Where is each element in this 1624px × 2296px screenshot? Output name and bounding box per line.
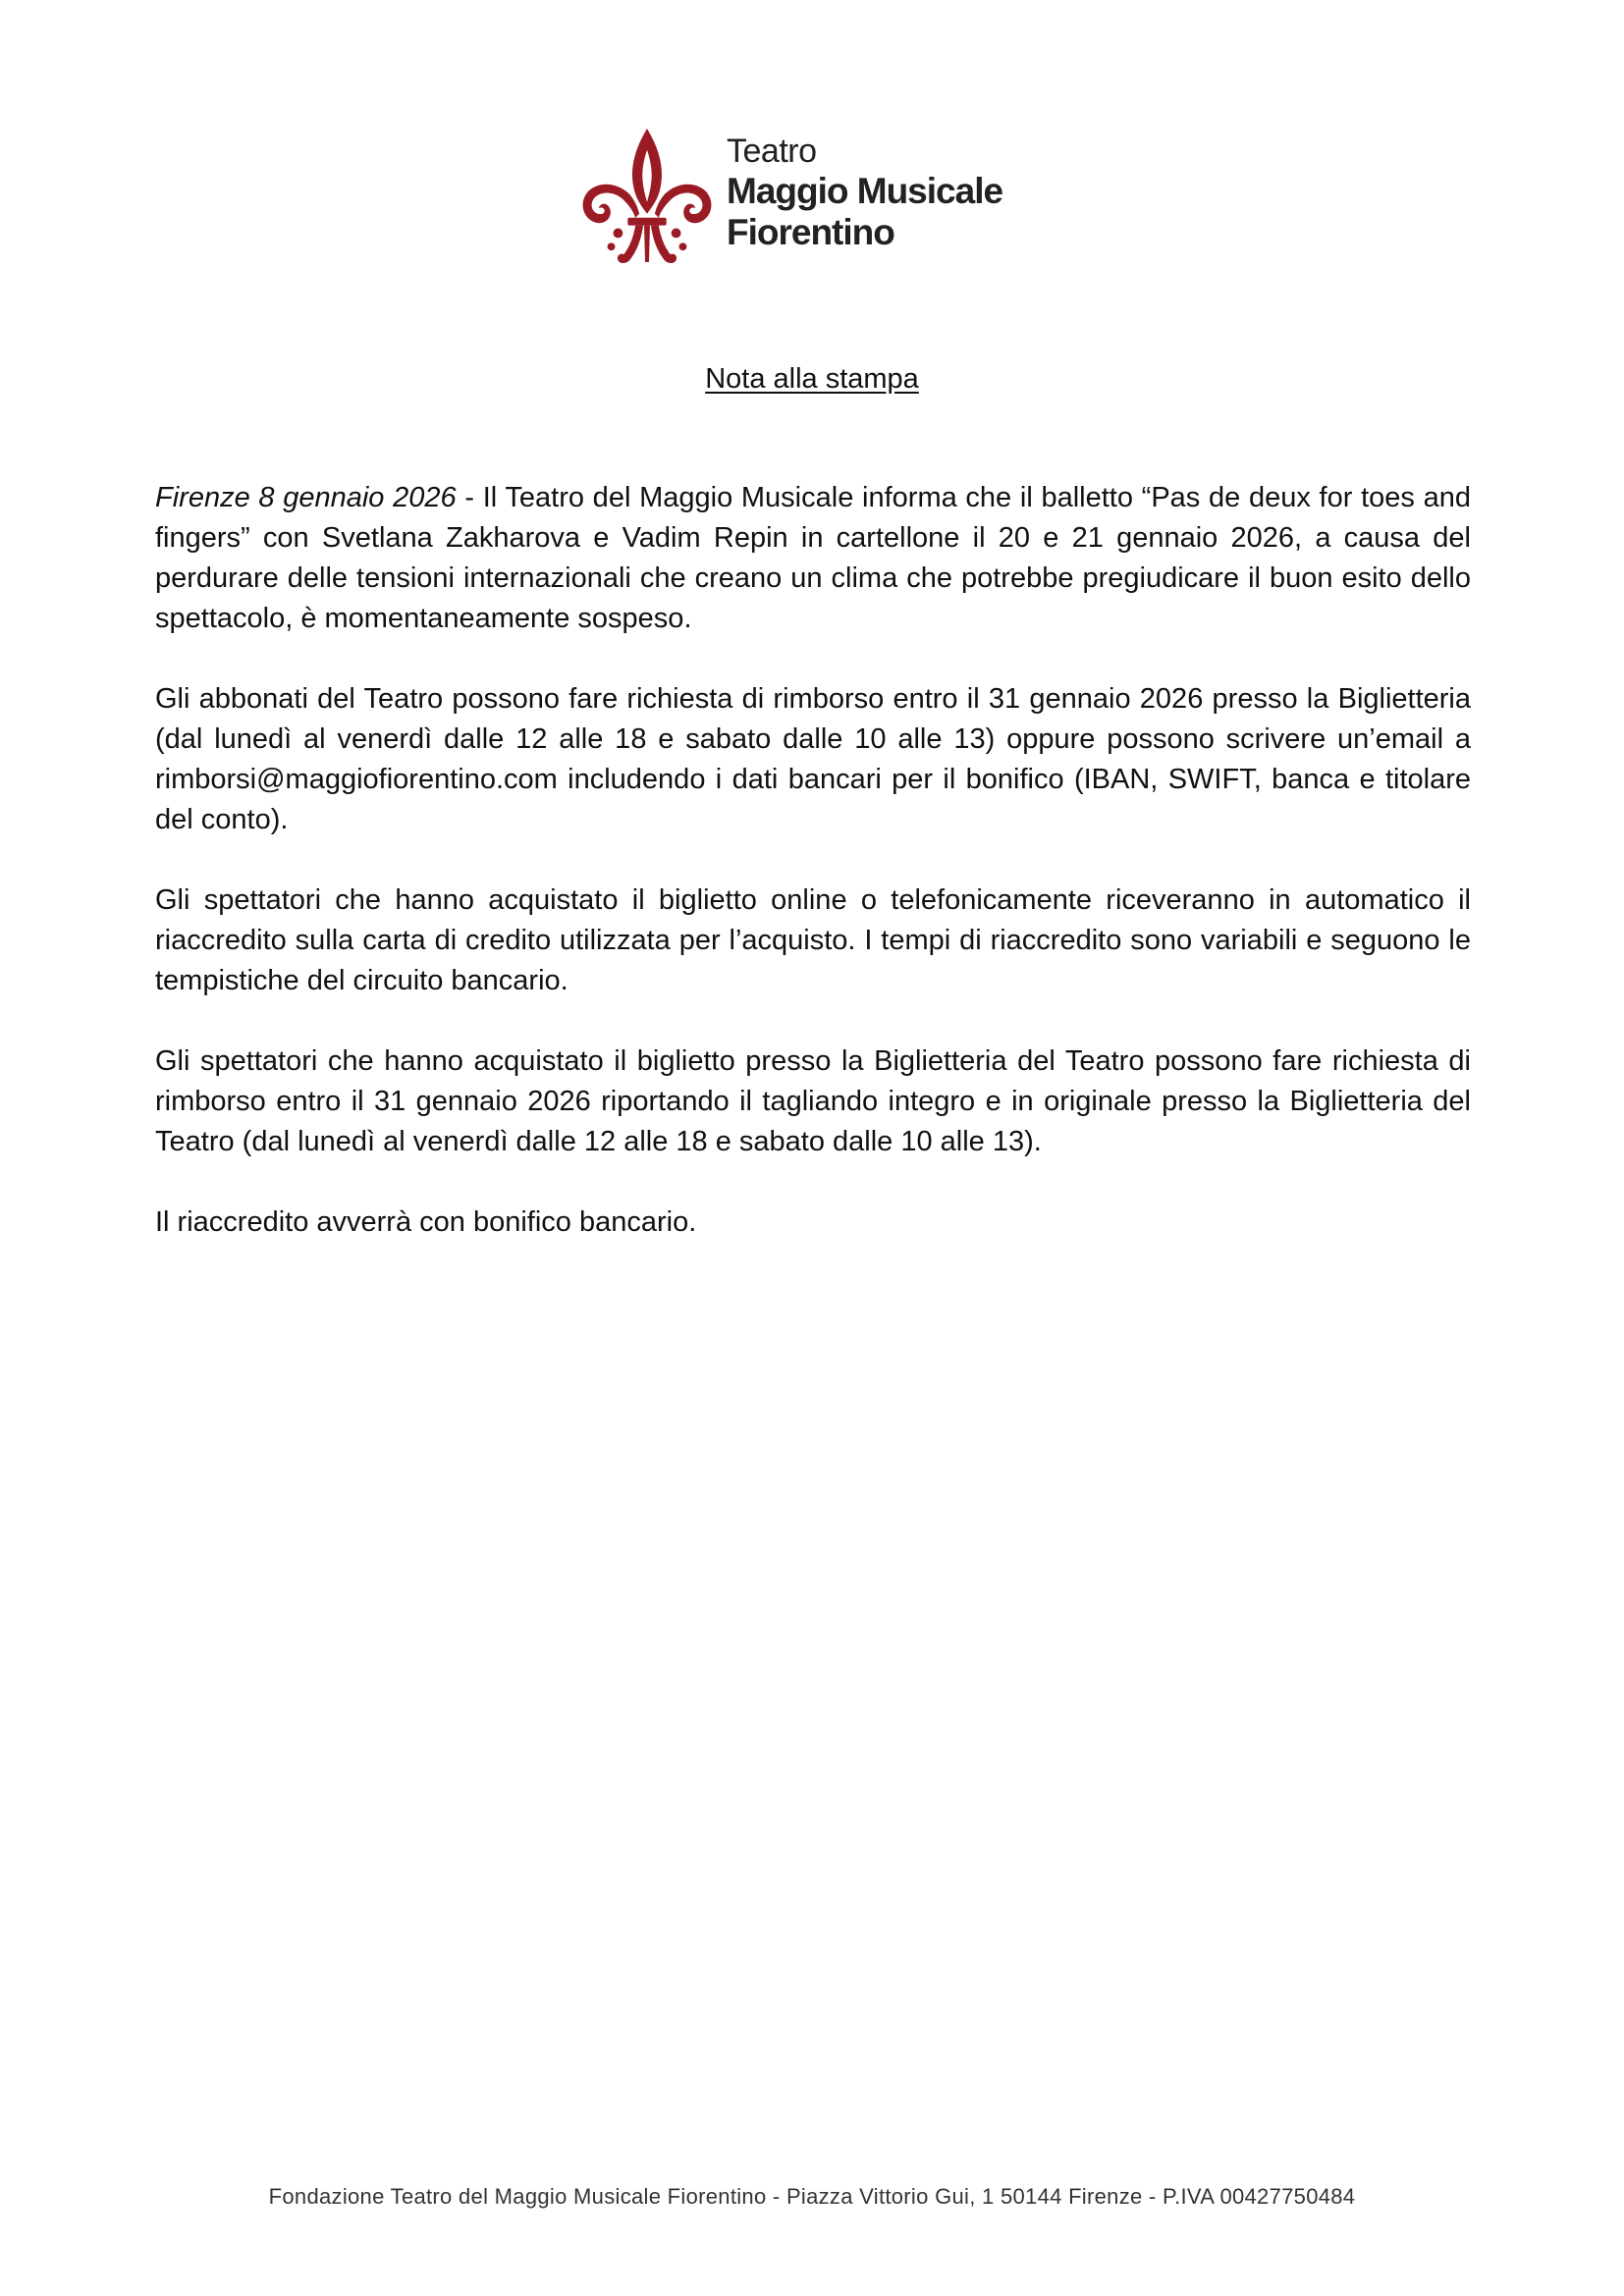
dateline: Firenze 8 gennaio 2026 <box>155 482 457 513</box>
logo <box>579 126 1070 273</box>
logo-line-fiorentino: Fiorentino <box>727 212 894 252</box>
paragraph-online-refund: Gli spettatori che hanno acquistato il biglietto online o telefonicamente riceveranno in automatico il riaccredito sulla carta di credito utilizzata per l’acquisto. I tempi di riaccredito sono variabili e seguono le tempistiche del circuito bancario. <box>155 884 1471 996</box>
paragraph-bank-transfer: Il riaccredito avverrà con bonifico bancario. <box>155 1206 697 1238</box>
logo-line-teatro: Teatro <box>727 133 817 170</box>
page-title-text: Nota alla stampa <box>705 363 919 395</box>
footer: Fondazione Teatro del Maggio Musicale Fiorentino - Piazza Vittorio Gui, 1 50144 Firenze - P.IVA 00427750484 <box>268 2184 1356 2209</box>
paragraph-subscribers-refund: Gli abbonati del Teatro possono fare richiesta di rimborso entro il 31 gennaio 2026 presso la Biglietteria (dal lunedì al venerdì dalle 12 alle 18 e sabato dalle 10 alle 13) oppure possono scrivere un’email a rimborsi@maggiofiorentino.com includendo i dati bancari per il bonifico (IBAN, SWIFT, banca e titolare del conto). <box>155 683 1471 835</box>
page-title <box>0 363 1624 396</box>
paragraph-box-office-refund: Gli spettatori che hanno acquistato il biglietto presso la Biglietteria del Teatro possono fare richiesta di rimborso entro il 31 gennaio 2026 riportando il tagliando integro e in originale presso la Biglietteria del Teatro (dal lunedì al venerdì dalle 12 alle 18 e sabato dalle 10 alle 13). <box>155 1045 1471 1157</box>
logo-line-maggio-musicale: Maggio Musicale <box>727 171 1003 211</box>
paragraph-announcement <box>155 478 1471 639</box>
press-note-body <box>155 478 1471 1283</box>
logo-wordmark <box>727 132 1002 253</box>
paragraph-announcement-text: - Il Teatro del Maggio Musicale informa che il balletto “Pas de deux for toes and fingers” con Svetlana Zakharova e Vadim Repin in cartellone il 20 e 21 gennaio 2026, a causa del perdurare delle tensioni internazionali che creano un clima che potrebbe pregiudicare il buon esito dello spettacolo, è momentaneamente sospeso. <box>155 482 1471 634</box>
fleur-de-lis-icon <box>579 126 715 268</box>
